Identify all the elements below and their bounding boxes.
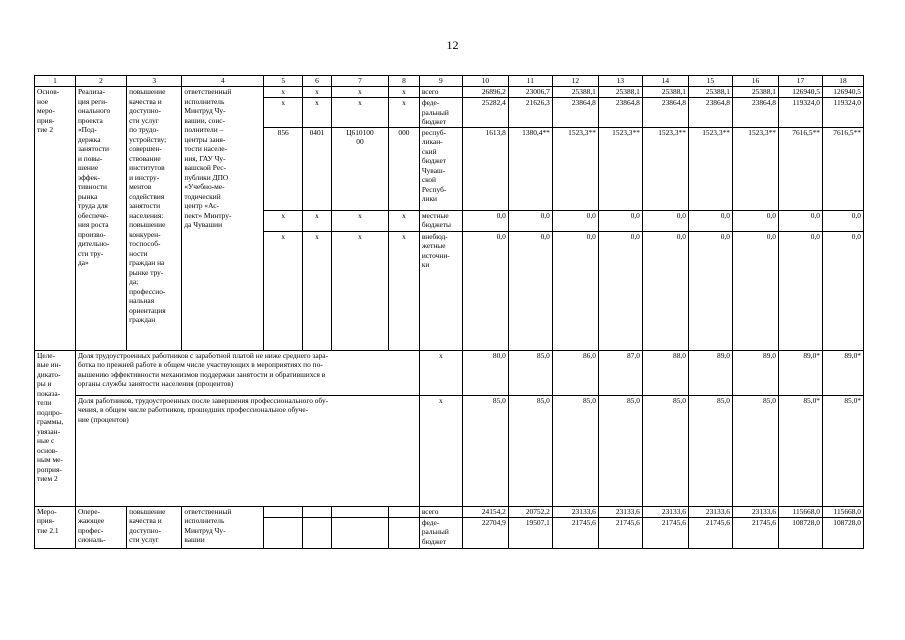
expense-type: 000 (389, 127, 420, 210)
value-cell: 23133,6 (552, 506, 598, 517)
target-code: x (331, 98, 388, 128)
indicator-value: 89,0 (688, 350, 732, 395)
indicator-value: 85,0 (552, 395, 598, 506)
value-cell: 119324,0 (822, 98, 863, 128)
header-cell: 8 (389, 76, 420, 87)
value-cell: 0,0 (462, 210, 508, 231)
value-cell: 1523,3** (642, 127, 688, 210)
header-cell: 13 (598, 76, 642, 87)
value-cell: 23006,7 (508, 87, 552, 98)
activity-goal: повышение качества и доступно- сти услуг по трудо- устройству; совершен- ствование институтов и инстру- ментов содействия занятости населения: повышение конкурен- тоспособ- ности граждан на рынке тру- да; профессио- нальная ориентация граждан (127, 87, 182, 351)
value-cell: 23864,8 (688, 98, 732, 128)
target-code: x (331, 87, 388, 98)
grbs-code: x (264, 98, 303, 128)
value-cell: 0,0 (598, 231, 642, 350)
activity-name: Реализа- ция реги- онального проекта «Под- держка занятости и повы- шение эффек- тивности рынка труда для обеспече- ния роста произво- дительно- сти тру- да» (75, 87, 126, 351)
value-cell: 1523,3** (732, 127, 778, 210)
value-cell: 21626,3 (508, 98, 552, 128)
header-cell: 2 (75, 76, 126, 87)
grbs-code: x (264, 210, 303, 231)
value-cell: 108728,0 (822, 517, 863, 548)
indicator-value: 80,0 (462, 350, 508, 395)
value-cell: 0,0 (732, 210, 778, 231)
value-cell: 20752,2 (508, 506, 552, 517)
value-cell: 0,0 (732, 231, 778, 350)
value-cell: 23133,6 (688, 506, 732, 517)
value-cell: 23864,8 (642, 98, 688, 128)
value-cell: 1523,3** (598, 127, 642, 210)
value-cell: 0,0 (642, 231, 688, 350)
funding-source: феде- ральный бюджет (419, 98, 462, 128)
value-cell: 7616,5** (778, 127, 822, 210)
indicator-value: 89,0* (822, 350, 863, 395)
executors: ответственный исполнитель Минтруд Чу- вашии (182, 506, 264, 548)
value-cell: 0,0 (822, 231, 863, 350)
empty-code-cell (331, 506, 388, 517)
value-cell: 26896,2 (462, 87, 508, 98)
expense-type: x (389, 210, 420, 231)
value-cell: 0,0 (688, 210, 732, 231)
value-cell: 25388,1 (552, 87, 598, 98)
indicator-value: 85,0* (778, 395, 822, 506)
activity-number: Основ- ное меро- прия- тие 2 (35, 87, 76, 351)
value-cell: 21745,6 (688, 517, 732, 548)
indicators-label: Целе- вые ин- дикато- ры и показа- тели подпро- граммы, увязан- ные с основ- ным ме- роприя- тием 2 (35, 350, 76, 506)
value-cell: 0,0 (778, 210, 822, 231)
indicator-value: 85,0 (462, 395, 508, 506)
value-cell: 21745,6 (598, 517, 642, 548)
header-row (35, 76, 864, 87)
funding-source: всего (419, 87, 462, 98)
header-cell: 3 (127, 76, 182, 87)
expense-type: x (389, 231, 420, 350)
value-cell: 0,0 (778, 231, 822, 350)
page-number: 12 (446, 38, 459, 52)
value-cell: 0,0 (598, 210, 642, 231)
activity-goal: повышение качества и доступно- сти услуг (127, 506, 182, 548)
value-cell: 7616,5** (822, 127, 863, 210)
target-code: Ц610100 00 (331, 127, 388, 210)
indicator-row (35, 395, 864, 506)
funding-source: феде- ральный бюджет (419, 517, 462, 548)
indicator-value: 85,0 (642, 395, 688, 506)
expense-type: x (389, 98, 420, 128)
indicator-unit: x (419, 395, 462, 506)
value-cell: 21745,6 (642, 517, 688, 548)
header-cell: 6 (303, 76, 332, 87)
value-cell: 0,0 (462, 231, 508, 350)
funding-source: респуб- ликан- ский бюджет Чуваш- ской Респуб- лики (419, 127, 462, 210)
budget-table (34, 75, 864, 549)
value-cell: 0,0 (822, 210, 863, 231)
table-row (35, 87, 864, 98)
indicator-unit: x (419, 350, 462, 395)
indicator-value: 85,0 (598, 395, 642, 506)
value-cell: 0,0 (552, 231, 598, 350)
value-cell: 25388,1 (688, 87, 732, 98)
grbs-code: x (264, 87, 303, 98)
header-cell: 15 (688, 76, 732, 87)
grbs-code: 856 (264, 127, 303, 210)
value-cell: 21745,6 (552, 517, 598, 548)
value-cell: 0,0 (508, 231, 552, 350)
value-cell: 25388,1 (642, 87, 688, 98)
grbs-code: x (264, 231, 303, 350)
value-cell: 25282,4 (462, 98, 508, 128)
value-cell: 1523,3** (688, 127, 732, 210)
header-cell: 9 (419, 76, 462, 87)
value-cell: 0,0 (688, 231, 732, 350)
funding-source: всего (419, 506, 462, 517)
header-cell: 17 (778, 76, 822, 87)
indicator-value: 85,0 (508, 350, 552, 395)
indicator-value: 89,0* (778, 350, 822, 395)
section-code: x (303, 210, 332, 231)
value-cell: 126940,5 (822, 87, 863, 98)
activity-number: Меро- прия- тие 2.1 (35, 506, 76, 548)
empty-code-cell (303, 517, 332, 548)
indicator-value: 85,0 (688, 395, 732, 506)
indicator-row (35, 350, 864, 395)
section-code: x (303, 98, 332, 128)
indicator-value: 86,0 (552, 350, 598, 395)
value-cell: 21745,6 (732, 517, 778, 548)
target-code: x (331, 210, 388, 231)
header-cell: 18 (822, 76, 863, 87)
value-cell: 25388,1 (732, 87, 778, 98)
value-cell: 19507,1 (508, 517, 552, 548)
empty-code-cell (389, 506, 420, 517)
indicator-value: 85,0* (822, 395, 863, 506)
value-cell: 0,0 (552, 210, 598, 231)
value-cell: 115668,0 (778, 506, 822, 517)
value-cell: 23864,8 (732, 98, 778, 128)
value-cell: 1380,4** (508, 127, 552, 210)
header-cell: 14 (642, 76, 688, 87)
indicator-text: Доля работников, трудоустроенных после завершения профессионального обу- чения, в общем числе работников, прошедших профессиональное обуче- ние (процентов) (75, 395, 419, 506)
value-cell: 25388,1 (598, 87, 642, 98)
executors: ответственный исполнитель Минтруд Чу- вашии, соис- полнители – центры заня- тости населе- ния, ГАУ Чу- вашской Рес- публики ДПО «Учебно-ме- тодический центр «Ас- пект» Минтру- да Чувашии (182, 87, 264, 351)
value-cell: 0,0 (508, 210, 552, 231)
table-row (35, 506, 864, 517)
value-cell: 23864,8 (552, 98, 598, 128)
empty-code-cell (303, 506, 332, 517)
indicator-value: 85,0 (508, 395, 552, 506)
empty-code-cell (331, 517, 388, 548)
value-cell: 24154,2 (462, 506, 508, 517)
value-cell: 1613,8 (462, 127, 508, 210)
header-cell: 10 (462, 76, 508, 87)
header-cell: 11 (508, 76, 552, 87)
value-cell: 23864,8 (598, 98, 642, 128)
funding-source: местные бюджеты (419, 210, 462, 231)
header-cell: 12 (552, 76, 598, 87)
funding-source: внебюд- жетные источни- ки (419, 231, 462, 350)
target-code: x (331, 231, 388, 350)
value-cell: 23133,6 (732, 506, 778, 517)
value-cell: 0,0 (642, 210, 688, 231)
value-cell: 126940,5 (778, 87, 822, 98)
header-cell: 4 (182, 76, 264, 87)
value-cell: 1523,3** (552, 127, 598, 210)
header-cell: 7 (331, 76, 388, 87)
empty-code-cell (389, 517, 420, 548)
value-cell: 23133,6 (642, 506, 688, 517)
activity-name: Опере- жающее профес- сиональ- (75, 506, 126, 548)
header-cell: 16 (732, 76, 778, 87)
indicator-text: Доля трудоустроенных работников с заработной платой не ниже среднего зара- ботка по прежней работе в общем числе участвующих в мероприятиях по по- вышению эффективности механизмов поддержки занятости и обратившихся в органы службы занятости населения (процентов) (75, 350, 419, 395)
value-cell: 115668,0 (822, 506, 863, 517)
value-cell: 23133,6 (598, 506, 642, 517)
header-cell: 5 (264, 76, 303, 87)
indicator-value: 87,0 (598, 350, 642, 395)
section-code: 0401 (303, 127, 332, 210)
section-code: x (303, 87, 332, 98)
indicator-value: 88,0 (642, 350, 688, 395)
value-cell: 22704,9 (462, 517, 508, 548)
indicator-value: 89,0 (732, 350, 778, 395)
expense-type: x (389, 87, 420, 98)
header-cell: 1 (35, 76, 76, 87)
empty-code-cell (264, 517, 303, 548)
empty-code-cell (264, 506, 303, 517)
indicator-value: 85,0 (732, 395, 778, 506)
value-cell: 119324,0 (778, 98, 822, 128)
section-code: x (303, 231, 332, 350)
value-cell: 108728,0 (778, 517, 822, 548)
